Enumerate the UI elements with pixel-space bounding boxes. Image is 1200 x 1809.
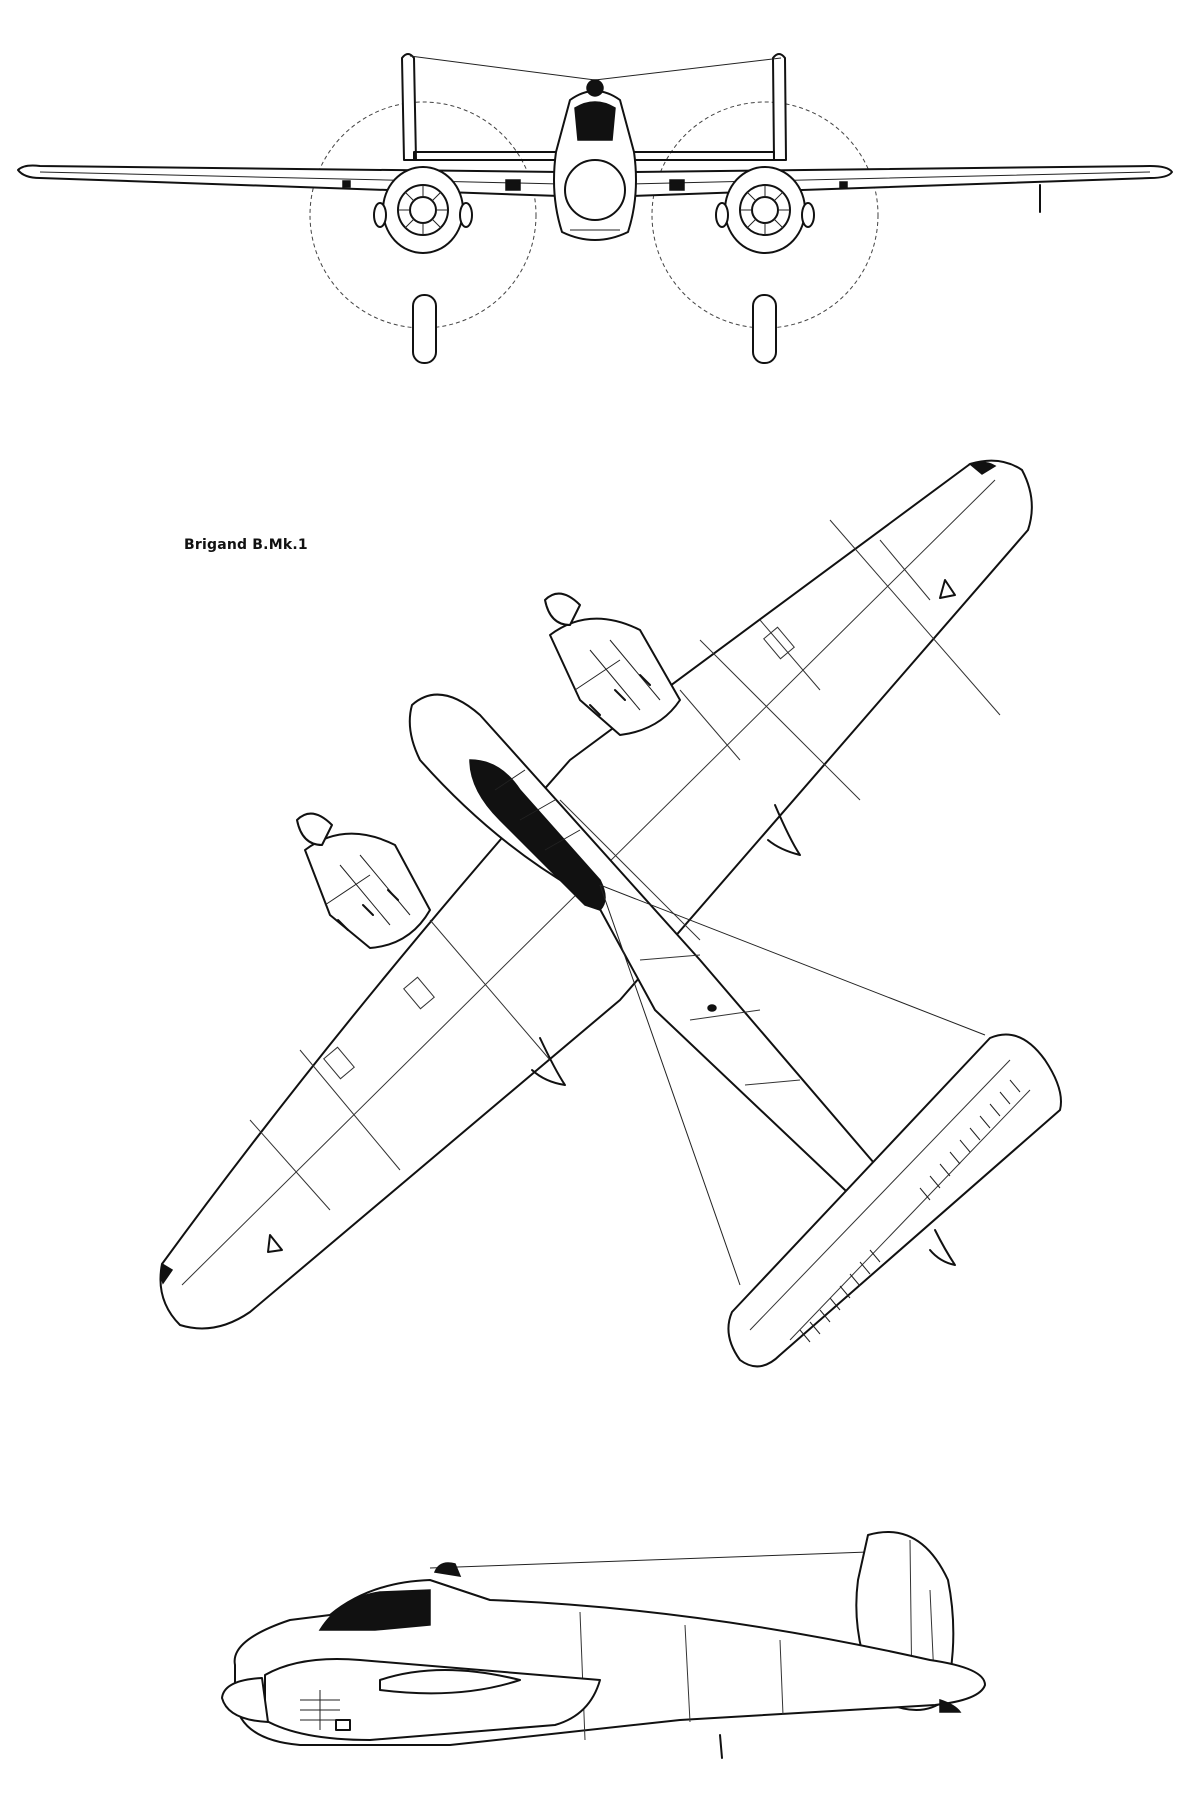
aerial-wire-side [430, 1552, 868, 1568]
front-view [18, 54, 1172, 363]
spinner-side [222, 1678, 268, 1722]
port-inlet [506, 180, 520, 190]
starboard-spinner-plan [545, 594, 580, 625]
gun-turret-side [435, 1563, 460, 1576]
starboard-inlet [670, 180, 684, 190]
nacelle-panel-side [336, 1720, 350, 1730]
port-nacelle-front [383, 167, 463, 253]
port-fin [402, 54, 416, 160]
aerial-wire [410, 56, 781, 80]
starboard-main-wheel [753, 295, 776, 363]
starboard-nacelle-plan [550, 619, 680, 735]
port-exhaust-inner [460, 203, 472, 227]
aircraft-designation-label: Brigand B.Mk.1 [184, 537, 308, 553]
port-wing-vent [343, 181, 350, 187]
starboard-exhaust-inner [802, 203, 814, 227]
tailcone-fairing [930, 1230, 955, 1265]
cockpit-canopy-front [575, 102, 615, 140]
side-view [222, 1532, 985, 1758]
port-main-wheel [413, 295, 436, 363]
ventral-aerial [720, 1735, 722, 1758]
plan-view [160, 461, 1061, 1367]
port-nacelle-plan [305, 834, 430, 948]
port-exhaust [374, 203, 386, 227]
starboard-fin [773, 54, 786, 160]
fuselage-hatch-dot [708, 1005, 716, 1011]
cockpit-canopy-side [320, 1590, 430, 1630]
starboard-wing-vent [840, 182, 847, 188]
gun-turret-front [587, 80, 603, 96]
starboard-exhaust [716, 203, 728, 227]
nose-glazing-front [565, 160, 625, 220]
starboard-nacelle-front [725, 167, 805, 253]
